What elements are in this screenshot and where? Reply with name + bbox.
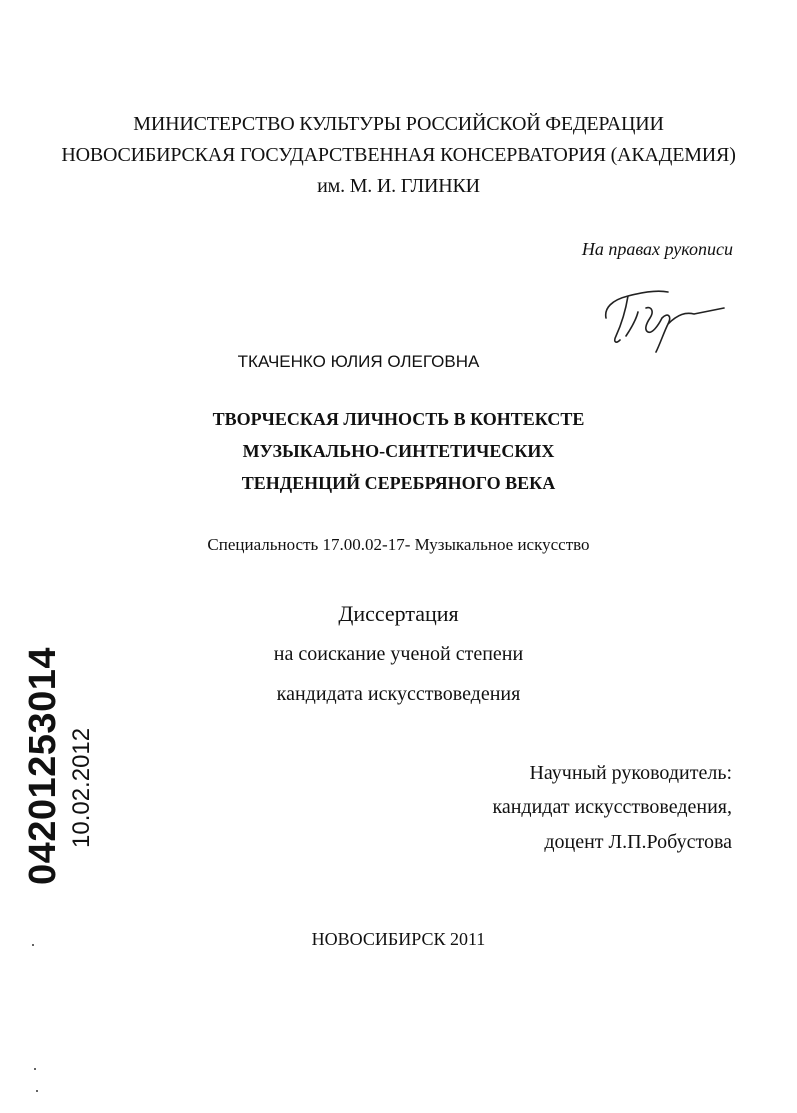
city-year: НОВОСИБИРСК 2011: [311, 929, 486, 949]
title-line-2: МУЗЫКАЛЬНО-СИНТЕТИЧЕСКИХ: [242, 441, 555, 461]
signature: [598, 278, 728, 353]
scan-speck: [32, 944, 34, 946]
title-line-1: ТВОРЧЕСКАЯ ЛИЧНОСТЬ В КОНТЕКСТЕ: [212, 409, 585, 429]
author-name: ТКАЧЕНКО ЮЛИЯ ОЛЕГОВНА: [237, 352, 480, 371]
supervisor-line-2: кандидат искусствоведения,: [492, 796, 732, 818]
specialty-line: Специальность 17.00.02-17- Музыкальное искусство: [207, 535, 590, 554]
stamp-number: 04201253014: [22, 647, 64, 885]
scan-speck: [34, 1068, 36, 1070]
ministry-heading: МИНИСТЕРСТВО КУЛЬТУРЫ РОССИЙСКОЙ ФЕДЕРАЦИИ: [133, 113, 664, 135]
title-line-3: ТЕНДЕНЦИЙ СЕРЕБРЯНОГО ВЕКА: [241, 473, 556, 493]
scan-speck: [36, 1090, 38, 1092]
manuscript-note: На правах рукописи: [581, 239, 733, 259]
conservatory-heading: НОВОСИБИРСКАЯ ГОСУДАРСТВЕННАЯ КОНСЕРВАТОРИЯ (АКАДЕМИЯ): [61, 144, 736, 166]
dissertation-line-3: кандидата искусствоведения: [276, 683, 521, 705]
stamp-date: 10.02.2012: [68, 727, 95, 848]
named-after-heading: им. М. И. ГЛИНКИ: [317, 175, 480, 197]
dissertation-line-1: Диссертация: [338, 601, 459, 626]
supervisor-line-1: Научный руководитель:: [529, 762, 732, 784]
dissertation-line-2: на соискание ученой степени: [273, 643, 524, 665]
supervisor-line-3: доцент Л.П.Робустова: [544, 831, 732, 853]
archive-stamp: [22, 647, 102, 890]
